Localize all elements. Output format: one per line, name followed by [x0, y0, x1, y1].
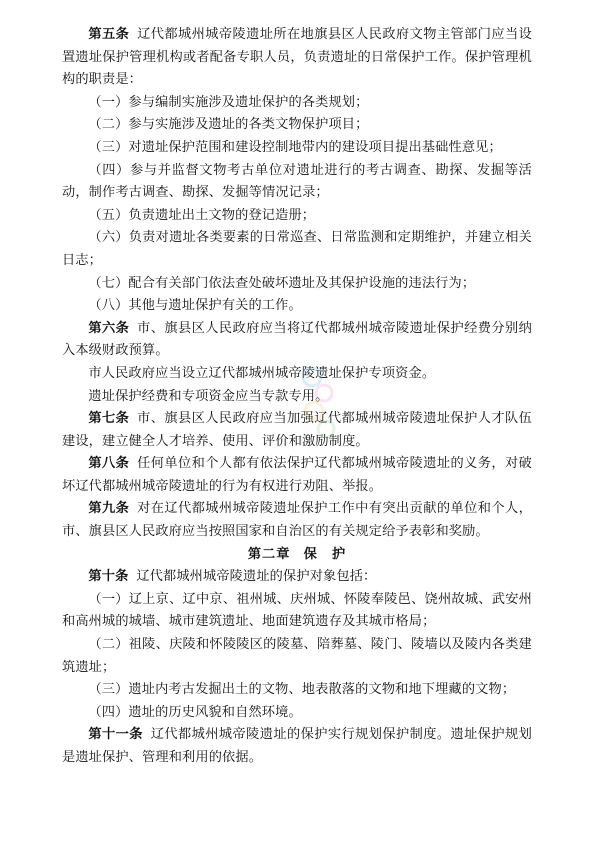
- article-7-label: 第七条: [88, 411, 130, 427]
- chapter-heading: [62, 544, 532, 567]
- article-5: [62, 24, 532, 92]
- article-5-item-6: （六）负责对遗址各类要素的日常巡查、日常监测和定期维护，并建立相关日志；: [62, 230, 532, 268]
- article-5-item-1: （一）参与编制实施涉及遗址保护的各类规划；: [88, 94, 369, 110]
- chapter-title: 保 护: [303, 546, 347, 562]
- document-page: [62, 24, 532, 770]
- article-10-item-1: （一）辽上京、辽中京、祖州城、庆州城、怀陵奉陵邑、饶州故城、武安州和高州城的城墙、城市建筑遗址、地面建筑遗存及其城市格局；: [62, 591, 532, 630]
- article-10-item-3: （三）遗址内考古发掘出土的文物、地表散落的文物和地下埋藏的文物；: [88, 682, 516, 698]
- article-5-item-4: （四）参与并监督文物考古单位对遗址进行的考古调查、勘探、发掘等活动，制作考古调查、勘探、发掘等情况记录；: [62, 162, 532, 201]
- article-11: [62, 724, 532, 769]
- article-8: [62, 453, 532, 498]
- article-6-paragraph-2: 市人民政府应当设立辽代都城州城帝陵遗址保护专项资金。: [88, 365, 436, 381]
- article-5-label: 第五条: [88, 27, 130, 42]
- article-9: [62, 498, 532, 543]
- article-11-label: 第十一条: [88, 727, 143, 743]
- article-10-text: 辽代都城州城帝陵遗址的保护对象包括：: [136, 569, 377, 585]
- article-11-text: 辽代都城州城帝陵遗址的保护实行规划保护制度。遗址保护规划是遗址保护、管理和利用的依据。: [62, 727, 532, 765]
- article-5-item-7: （七）配合有关部门依法查处破坏遗址及其保护设施的违法行为；: [88, 275, 476, 291]
- article-7: [62, 408, 532, 453]
- article-9-text: 对在辽代都城州城帝陵遗址保护工作中有突出贡献的单位和个人，市、旗县区人民政府应当按照国家和自治区的有关规定给予表彰和奖励。: [62, 501, 532, 540]
- article-5-item-2: （二）参与实施涉及遗址的各类文物保护项目；: [88, 117, 369, 133]
- article-7-text: 市、旗县区人民政府应当加强辽代都城州城帝陵遗址保护人才队伍建设，建立健全人才培养、使用、评价和激励制度。: [62, 411, 532, 449]
- article-10-label: 第十条: [88, 569, 129, 585]
- chapter-number: 第二章: [247, 546, 291, 562]
- article-8-text: 任何单位和个人都有依法保护辽代都城州城帝陵遗址的义务，对破坏辽代都城州城帝陵遗址的行为有权进行劝阻、举报。: [62, 456, 532, 494]
- article-6-text: 市、旗县区人民政府应当将辽代都城州城帝陵遗址保护经费分别纳入本级财政预算。: [62, 320, 532, 359]
- article-10: [62, 566, 532, 589]
- article-9-label: 第九条: [88, 501, 130, 517]
- article-10-item-4: （四）遗址的历史风貌和自然环境。: [88, 704, 302, 720]
- article-6-paragraph-3: 遗址保护经费和专项资金应当专款专用。: [88, 388, 329, 404]
- article-8-label: 第八条: [88, 456, 130, 472]
- article-5-item-3: （三）对遗址保护范围和建设控制地带内的建设项目提出基础性意见；: [88, 139, 502, 155]
- article-6: [62, 318, 532, 363]
- article-5-item-5: （五）负责遗址出土文物的登记造册；: [88, 207, 316, 223]
- article-10-item-2: （二）祖陵、庆陵和怀陵陵区的陵墓、陪葬墓、陵门、陵墙以及陵内各类建筑遗址；: [62, 637, 532, 675]
- article-5-text: 辽代都城州城帝陵遗址所在地旗县区人民政府文物主管部门应当设置遗址保护管理机构或者配备专职人员，负责遗址的日常保护工作。保护管理机构的职责是：: [62, 27, 532, 88]
- article-5-item-8: （八）其他与遗址保护有关的工作。: [88, 298, 302, 314]
- article-6-label: 第六条: [88, 320, 130, 336]
